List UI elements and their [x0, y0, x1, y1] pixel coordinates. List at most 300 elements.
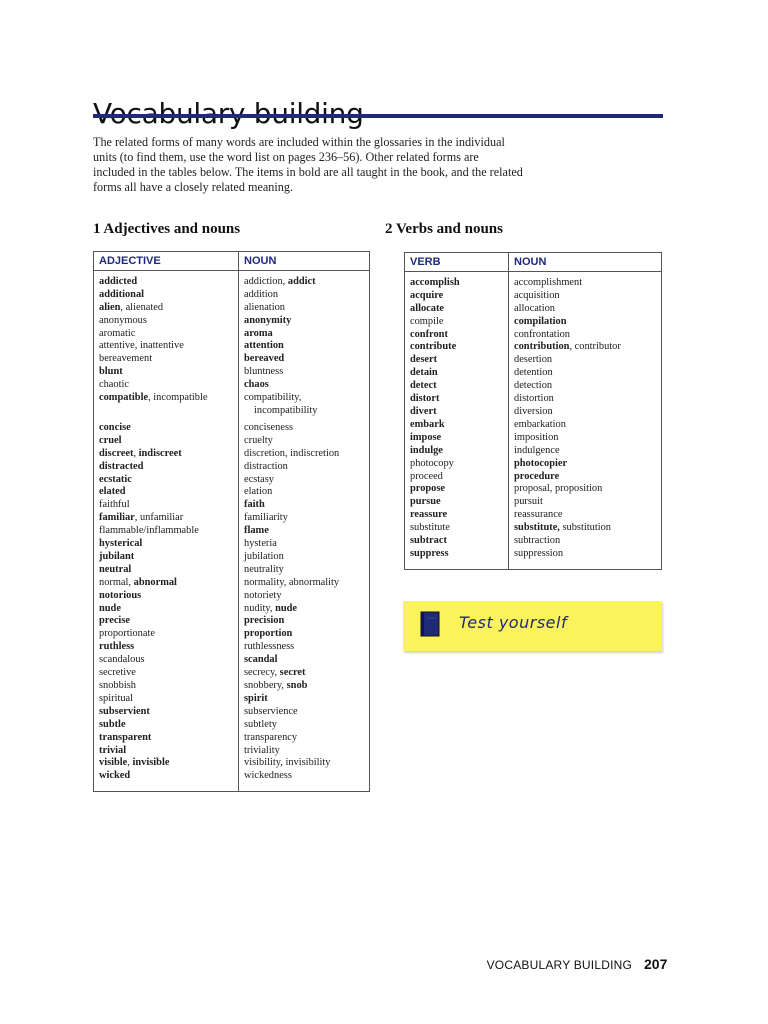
table-cell-word	[94, 302, 239, 315]
table-cell-noun	[239, 486, 370, 499]
table-row	[94, 289, 370, 302]
column-header-noun: NOUN	[509, 253, 662, 272]
table-cell-word	[94, 366, 239, 379]
verbs-nouns-table	[404, 252, 662, 570]
word-segment: nude	[99, 602, 121, 614]
table-cell-noun	[239, 745, 370, 758]
word-segment: bereavement	[99, 353, 153, 365]
table-cell-word	[94, 628, 239, 641]
word-segment: wickedness	[244, 770, 292, 782]
table-row	[94, 525, 370, 538]
table-cell-word	[405, 271, 509, 289]
word-segment: desertion	[514, 354, 553, 366]
table-cell-word	[94, 461, 239, 474]
table-cell-noun	[239, 289, 370, 302]
word-segment: subtraction	[514, 535, 561, 547]
table-cell-word	[94, 538, 239, 551]
table-row	[405, 535, 662, 548]
word-segment: precision	[244, 615, 285, 627]
column-header-adjective: ADJECTIVE	[94, 252, 239, 271]
word-segment: proportion	[244, 628, 293, 640]
word-segment: snob	[286, 680, 308, 691]
table-cell-noun	[239, 770, 370, 791]
word-segment: propose	[410, 483, 446, 495]
table-cell-noun	[239, 353, 370, 366]
word-segment: scandalous	[99, 654, 145, 666]
word-segment: impose	[410, 431, 442, 443]
table-row	[405, 522, 662, 535]
word-segment: , contributor	[569, 341, 621, 353]
table-cell-word	[94, 270, 239, 288]
table-row	[94, 499, 370, 512]
word-segment: subtle	[99, 718, 126, 730]
word-segment: visibility, invisibility	[244, 757, 331, 769]
word-segment: allocation	[514, 302, 555, 314]
word-segment: snobbery,	[244, 680, 287, 691]
word-segment: , alienated	[120, 301, 164, 313]
word-segment: diversion	[514, 405, 553, 417]
table-cell-word	[405, 316, 509, 329]
table-cell-noun	[239, 590, 370, 603]
table-cell-noun	[239, 564, 370, 577]
table-cell-word	[94, 641, 239, 654]
word-segment: alienation	[244, 301, 285, 313]
word-segment: discreet	[99, 447, 134, 459]
word-segment: reassure	[410, 509, 448, 521]
table-cell-noun	[239, 448, 370, 461]
table-cell-noun	[509, 471, 662, 484]
table-cell-noun	[239, 603, 370, 616]
word-segment: chaos	[244, 379, 269, 391]
word-segment: incompatibility	[254, 404, 318, 416]
table-row	[405, 445, 662, 458]
table-row	[94, 340, 370, 353]
table-row	[94, 448, 370, 461]
table-cell-noun	[509, 354, 662, 367]
word-segment: hysteria	[244, 538, 277, 550]
table-cell-noun	[239, 315, 370, 328]
word-segment: attentive, inattentive	[99, 340, 184, 352]
table-row	[405, 483, 662, 496]
table-row	[94, 379, 370, 392]
table-cell-noun	[509, 303, 662, 316]
table-row	[94, 461, 370, 474]
word-segment: allocate	[410, 302, 445, 314]
table-row	[94, 328, 370, 341]
table-cell-word	[94, 590, 239, 603]
word-segment: blunt	[99, 366, 123, 378]
table-cell-noun	[239, 340, 370, 353]
word-segment: divert	[410, 405, 437, 417]
word-segment: compile	[410, 315, 444, 327]
table-cell-word	[94, 564, 239, 577]
table-cell-noun	[509, 380, 662, 393]
word-segment: , incompatible	[148, 392, 208, 404]
table-cell-noun	[239, 654, 370, 667]
word-segment: addition	[244, 288, 279, 300]
word-segment: faithful	[99, 499, 130, 511]
table-row	[405, 432, 662, 445]
word-segment: familiarity	[244, 512, 288, 524]
table-row	[94, 486, 370, 499]
table-cell-word	[94, 525, 239, 538]
table-cell-noun	[239, 719, 370, 732]
table-row	[94, 693, 370, 706]
table-row	[94, 270, 370, 288]
table-cell-noun	[239, 499, 370, 512]
table-cell-word	[405, 329, 509, 342]
word-segment: spirit	[244, 692, 268, 704]
word-segment: faith	[244, 499, 265, 511]
table-cell-noun	[239, 551, 370, 564]
table-cell-word	[405, 354, 509, 367]
table-cell-word	[94, 340, 239, 353]
word-segment: spiritual	[99, 692, 134, 704]
table-cell-word	[94, 392, 239, 405]
word-segment: nude	[275, 602, 298, 614]
word-segment: additional	[99, 288, 145, 300]
test-yourself-note[interactable]	[403, 601, 662, 651]
word-segment: abnormal	[133, 576, 177, 588]
table-cell-noun	[239, 667, 370, 680]
table-cell-noun	[239, 392, 370, 405]
word-segment: acquire	[410, 289, 444, 301]
word-segment: anonymity	[244, 314, 292, 326]
table-row	[405, 271, 662, 289]
table-cell-word	[94, 654, 239, 667]
table-row	[94, 757, 370, 770]
word-segment: aroma	[244, 327, 273, 339]
table-cell-noun	[239, 693, 370, 706]
word-segment: subservient	[99, 705, 150, 717]
table-cell-word	[94, 615, 239, 628]
table-row	[405, 393, 662, 406]
word-segment: substitution	[562, 522, 611, 534]
word-segment: proportionate	[99, 628, 155, 640]
table-cell-noun	[509, 393, 662, 406]
table-cell-noun	[509, 341, 662, 354]
table-cell-word	[94, 757, 239, 770]
table-cell-word	[94, 435, 239, 448]
table-cell-noun	[239, 512, 370, 525]
table-cell-noun	[509, 406, 662, 419]
table-cell-noun	[509, 548, 662, 569]
table-cell-word	[94, 422, 239, 435]
word-segment: snobbish	[99, 680, 136, 691]
table-cell-word	[94, 353, 239, 366]
table-row	[94, 732, 370, 745]
word-segment: , unfamiliar	[134, 512, 184, 524]
table-cell-noun	[509, 316, 662, 329]
table-cell-noun	[239, 366, 370, 379]
word-segment: detain	[410, 367, 438, 379]
word-segment: addicted	[99, 275, 138, 287]
word-segment: transparent	[99, 731, 152, 743]
table-cell-noun	[509, 432, 662, 445]
table-row	[405, 458, 662, 471]
table-row	[94, 512, 370, 525]
table-row	[94, 422, 370, 435]
table-row	[94, 641, 370, 654]
table-cell-word	[94, 328, 239, 341]
table-cell-word	[94, 577, 239, 590]
table-cell-noun	[239, 706, 370, 719]
word-segment: ecstatic	[99, 473, 132, 485]
table-cell-noun	[509, 271, 662, 289]
column-header-verb: VERB	[405, 253, 509, 272]
word-segment: ecstasy	[244, 473, 275, 485]
table-cell-noun	[239, 615, 370, 628]
word-segment: visible	[99, 757, 128, 769]
word-segment: confront	[410, 328, 448, 340]
table-cell-noun	[509, 535, 662, 548]
word-segment: cruelty	[244, 434, 273, 446]
table-row	[405, 471, 662, 484]
word-segment: proposal, proposition	[514, 483, 603, 495]
word-segment: compatibility,	[244, 392, 302, 404]
table-cell-word	[405, 445, 509, 458]
column-header-noun: NOUN	[239, 252, 370, 271]
table-cell-noun	[239, 474, 370, 487]
word-segment: indiscreet	[138, 447, 182, 459]
word-segment: embark	[410, 418, 445, 430]
word-segment: photocopier	[514, 457, 568, 469]
page-number: 207	[644, 956, 668, 972]
table-row	[94, 615, 370, 628]
word-segment: triviality	[244, 744, 280, 756]
table-cell-word	[94, 486, 239, 499]
table-cell-noun	[239, 641, 370, 654]
table-cell-noun	[239, 270, 370, 288]
word-segment: notorious	[99, 589, 142, 601]
word-segment: subtract	[410, 535, 447, 547]
word-segment: jubilation	[244, 550, 284, 562]
table-header-row	[405, 253, 662, 272]
table-cell-word	[94, 667, 239, 680]
table-row	[405, 548, 662, 569]
word-segment: discretion, indiscretion	[244, 447, 340, 459]
word-segment: accomplish	[410, 276, 460, 288]
notebook-icon	[419, 610, 441, 638]
table-cell-noun	[509, 522, 662, 535]
word-segment: notoriety	[244, 589, 282, 601]
word-segment: anonymous	[99, 314, 147, 326]
word-segment: flame	[244, 525, 269, 537]
word-segment: hysterical	[99, 538, 143, 550]
table-cell-word	[94, 379, 239, 392]
table-cell-noun	[239, 461, 370, 474]
table-cell-noun	[509, 496, 662, 509]
word-segment: ruthlessness	[244, 641, 295, 653]
table-cell-noun	[239, 525, 370, 538]
word-segment: nudity,	[244, 602, 276, 614]
table-cell-word	[405, 341, 509, 354]
word-segment: detention	[514, 367, 553, 379]
table-row	[94, 577, 370, 590]
table-cell-noun	[509, 290, 662, 303]
table-row	[94, 474, 370, 487]
word-segment: neutral	[99, 563, 132, 575]
word-segment: normal,	[99, 576, 134, 588]
word-segment: accomplishment	[514, 276, 583, 288]
table-cell-word	[94, 551, 239, 564]
table-cell-word	[405, 548, 509, 569]
word-segment: distort	[410, 393, 440, 405]
table-row	[94, 770, 370, 791]
adjectives-nouns-table-body	[94, 270, 370, 791]
table-row	[405, 354, 662, 367]
table-cell-word	[405, 380, 509, 393]
table-cell-noun	[509, 419, 662, 432]
table-cell-word	[94, 706, 239, 719]
table-cell-word	[405, 496, 509, 509]
table-row	[94, 628, 370, 641]
word-segment: elation	[244, 486, 273, 498]
table-cell-word	[94, 405, 239, 418]
table-cell-word	[94, 719, 239, 732]
word-segment: contribute	[410, 341, 457, 353]
table-cell-noun	[239, 379, 370, 392]
word-segment: familiar	[99, 512, 135, 524]
word-segment: detect	[410, 380, 437, 392]
table-cell-noun	[239, 422, 370, 435]
table-cell-word	[94, 693, 239, 706]
word-segment: secrecy,	[244, 667, 280, 679]
table-cell-word	[94, 680, 239, 693]
word-segment: bereaved	[244, 353, 285, 365]
test-yourself-label: Test yourself	[459, 613, 568, 632]
table-row	[405, 496, 662, 509]
word-segment: wicked	[99, 770, 131, 782]
word-segment: secret	[279, 667, 306, 679]
word-segment: bluntness	[244, 366, 284, 378]
word-segment: imposition	[514, 431, 559, 443]
table-row	[94, 353, 370, 366]
word-segment: procedure	[514, 470, 560, 482]
table-cell-word	[405, 367, 509, 380]
word-segment: compatible	[99, 392, 149, 404]
word-segment: secretive	[99, 667, 136, 679]
table-row	[405, 303, 662, 316]
table-cell-word	[405, 483, 509, 496]
table-cell-word	[94, 289, 239, 302]
table-row	[94, 564, 370, 577]
word-segment: distortion	[514, 393, 554, 405]
word-segment: attention	[244, 340, 284, 352]
table-row	[94, 680, 370, 693]
table-row	[94, 315, 370, 328]
verbs-nouns-table-body	[405, 271, 662, 569]
table-row	[405, 406, 662, 419]
word-segment: proceed	[410, 470, 443, 482]
word-segment: alien	[99, 301, 121, 313]
word-segment: conciseness	[244, 421, 294, 433]
table-row	[405, 316, 662, 329]
table-row	[94, 667, 370, 680]
word-segment: transparency	[244, 731, 298, 743]
adjectives-nouns-table	[93, 251, 370, 792]
table-cell-word	[94, 499, 239, 512]
word-segment: pursue	[410, 496, 441, 508]
table-row	[94, 405, 370, 418]
word-segment: distraction	[244, 460, 288, 472]
table-row	[94, 706, 370, 719]
table-row	[94, 551, 370, 564]
table-cell-noun	[239, 732, 370, 745]
word-segment: chaotic	[99, 379, 129, 391]
table-row	[405, 329, 662, 342]
table-header-row	[94, 252, 370, 271]
word-segment: suppression	[514, 547, 564, 559]
word-segment: indulge	[410, 444, 443, 456]
word-segment: precise	[99, 615, 130, 627]
word-segment: jubilant	[99, 550, 135, 562]
table-cell-noun	[509, 458, 662, 471]
word-segment: photocopy	[410, 457, 454, 469]
word-segment: pursuit	[514, 496, 543, 508]
table-cell-word	[405, 290, 509, 303]
table-cell-word	[405, 522, 509, 535]
table-cell-word	[94, 745, 239, 758]
table-cell-noun	[239, 435, 370, 448]
word-segment: suppress	[410, 547, 449, 559]
table-cell-noun	[509, 509, 662, 522]
word-segment: cruel	[99, 434, 122, 446]
table-row	[94, 392, 370, 405]
word-segment: embarkation	[514, 418, 566, 430]
table-row	[405, 419, 662, 432]
word-segment: desert	[410, 354, 438, 366]
table-cell-noun	[239, 757, 370, 770]
table-cell-word	[405, 458, 509, 471]
word-segment: subservience	[244, 705, 298, 717]
word-segment: indulgence	[514, 444, 560, 456]
table-row	[94, 603, 370, 616]
table-row	[94, 538, 370, 551]
table-cell-word	[94, 512, 239, 525]
table-cell-word	[94, 770, 239, 791]
table-cell-word	[405, 535, 509, 548]
word-segment: contribution	[514, 341, 570, 353]
table-cell-word	[94, 603, 239, 616]
section-heading-adjectives-nouns: 1 Adjectives and nouns	[93, 221, 241, 237]
table-cell-noun	[239, 405, 370, 418]
word-segment: elated	[99, 486, 126, 498]
table-cell-word	[405, 406, 509, 419]
footer-section-label: VOCABULARY BUILDING	[486, 958, 632, 972]
table-row	[94, 366, 370, 379]
table-cell-word	[405, 393, 509, 406]
table-cell-noun	[509, 445, 662, 458]
table-cell-word	[94, 448, 239, 461]
word-segment: neutrality	[244, 563, 284, 575]
intro-paragraph: The related forms of many words are included within the glossaries in the individual units (to find them, use the word list on pages 236–56). Other related forms are included in the tables below. The items in bold are all taught in the book, and the related forms all have a closely related meaning.	[93, 135, 523, 194]
table-cell-noun	[239, 538, 370, 551]
table-cell-noun	[509, 329, 662, 342]
word-segment: reassurance	[514, 509, 563, 521]
table-cell-word	[405, 471, 509, 484]
table-row	[94, 590, 370, 603]
word-segment: invisible	[132, 757, 170, 769]
word-segment: subtlety	[244, 718, 277, 730]
table-row	[405, 380, 662, 393]
word-segment: concise	[99, 421, 131, 433]
word-segment: flammable/inflammable	[99, 525, 199, 537]
table-cell-noun	[239, 680, 370, 693]
section-heading-verbs-nouns: 2 Verbs and nouns	[385, 221, 503, 237]
word-segment: trivial	[99, 744, 127, 756]
table-cell-noun	[509, 367, 662, 380]
